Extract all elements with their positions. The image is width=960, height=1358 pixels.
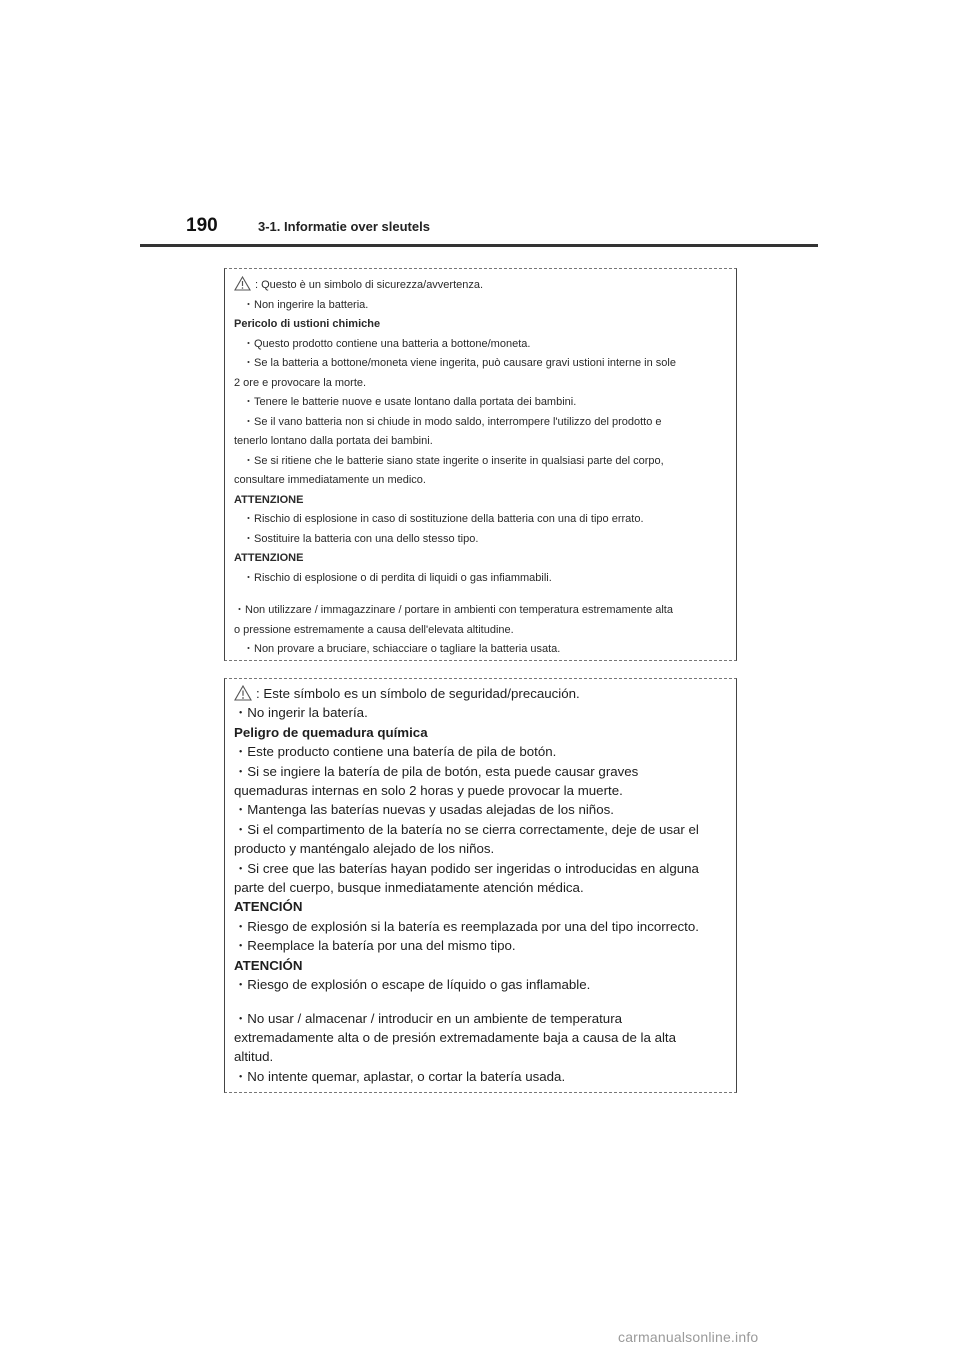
spanish-line: ・Si se ingiere la batería de pila de botón, esta puede causar graves bbox=[234, 763, 639, 779]
italian-line: ・Tenere le batterie nuove e usate lontano dalla portata dei bambini. bbox=[243, 396, 577, 408]
spanish-heading: ATENCIÓN bbox=[234, 899, 303, 915]
spanish-line: ・Si cree que las baterías hayan podido ser ingeridas o introducidas en alguna bbox=[234, 860, 699, 876]
italian-line: ・Se il vano batteria non si chiude in modo saldo, interrompere l'utilizzo del prodotto e bbox=[243, 415, 662, 428]
italian-line: ・Se la batteria a bottone/moneta viene ingerita, può causare gravi ustioni interne in sole bbox=[243, 357, 676, 369]
italian-line: o pressione estremamente a causa dell'elevata altitudine. bbox=[234, 623, 514, 636]
spanish-heading: Peligro de quemadura química bbox=[234, 724, 428, 740]
italian-line: ・Non ingerire la batteria. bbox=[243, 298, 369, 311]
spanish-line: ・No usar / almacenar / introducir en un ambiente de temperatura bbox=[234, 1010, 623, 1026]
italian-line: ・Non provare a bruciare, schiacciare o tagliare la batteria usata. bbox=[243, 643, 561, 655]
spanish-line: ・Reemplace la batería por una del mismo tipo. bbox=[234, 938, 516, 954]
spanish-line: ・Si el compartimento de la batería no se cierra correctamente, deje de usar el bbox=[234, 821, 699, 837]
spanish-heading: ATENCIÓN bbox=[234, 957, 303, 973]
italian-heading: Pericolo di ustioni chimiche bbox=[234, 318, 381, 330]
spanish-line: parte del cuerpo, busque inmediatamente atención médica. bbox=[234, 880, 584, 896]
italian-line: ・Sostituire la batteria con una dello stesso tipo. bbox=[243, 532, 479, 545]
site-watermark: carmanualsonline.info bbox=[618, 1329, 759, 1345]
spanish-line: ・No ingerir la batería. bbox=[234, 705, 368, 721]
italian-line: 2 ore e provocare la morte. bbox=[234, 376, 367, 389]
italian-heading: ATTENZIONE bbox=[234, 493, 304, 506]
italian-line: tenerlo lontano dalla portata dei bambini. bbox=[234, 435, 433, 447]
spanish-symbol-text: : Este símbolo es un símbolo de seguridad/precaución. bbox=[256, 686, 580, 701]
spanish-line: ・Riesgo de explosión o escape de líquido o gas inflamable. bbox=[234, 977, 591, 993]
italian-heading: ATTENZIONE bbox=[234, 552, 304, 564]
italian-spacer bbox=[234, 588, 728, 601]
italian-symbol-line bbox=[234, 276, 728, 296]
warning-triangle-icon bbox=[234, 685, 252, 701]
spanish-line: ・Este producto contiene una batería de pila de botón. bbox=[234, 744, 557, 760]
italian-line: ・Questo prodotto contiene una batteria a bottone/moneta. bbox=[243, 337, 531, 350]
spanish-symbol-line bbox=[234, 684, 728, 703]
spanish-line: ・Mantenga las baterías nuevas y usadas alejadas de los niños. bbox=[234, 802, 614, 818]
page-number: 190 bbox=[186, 215, 218, 236]
italian-warning-box bbox=[224, 268, 737, 661]
italian-line: ・Rischio di esplosione o di perdita di liquidi o gas infiammabili. bbox=[243, 571, 552, 584]
spanish-line: ・Riesgo de explosión si la batería es reemplazada por una del tipo incorrecto. bbox=[234, 918, 699, 934]
italian-symbol-text: : Questo è un simbolo di sicurezza/avvertenza. bbox=[255, 279, 484, 291]
spanish-line: ・No intente quemar, aplastar, o cortar la batería usada. bbox=[234, 1068, 566, 1084]
warning-triangle-icon bbox=[234, 276, 251, 291]
italian-line: ・Rischio di esplosione in caso di sostituzione della batteria con una di tipo errato. bbox=[243, 513, 644, 525]
italian-line: ・Se si ritiene che le batterie siano state ingerite o inserite in qualsiasi parte del corpo, bbox=[243, 454, 664, 467]
italian-line: consultare immediatamente un medico. bbox=[234, 474, 426, 486]
spanish-warning-box bbox=[224, 678, 737, 1093]
spanish-line: altitud. bbox=[234, 1049, 274, 1065]
spanish-line: quemaduras internas en solo 2 horas y puede provocar la muerte. bbox=[234, 783, 623, 799]
spanish-line: extremadamente alta o de presión extremadamente baja a causa de la alta bbox=[234, 1029, 677, 1045]
spanish-line: producto y manténgalo alejado de los niños. bbox=[234, 841, 495, 857]
spanish-spacer bbox=[234, 995, 728, 1009]
header-rule bbox=[140, 244, 818, 247]
section-title: 3-1. Informatie over sleutels bbox=[258, 219, 430, 234]
italian-line: ・Non utilizzare / immagazzinare / portare in ambienti con temperatura estremamente alta bbox=[234, 604, 673, 616]
